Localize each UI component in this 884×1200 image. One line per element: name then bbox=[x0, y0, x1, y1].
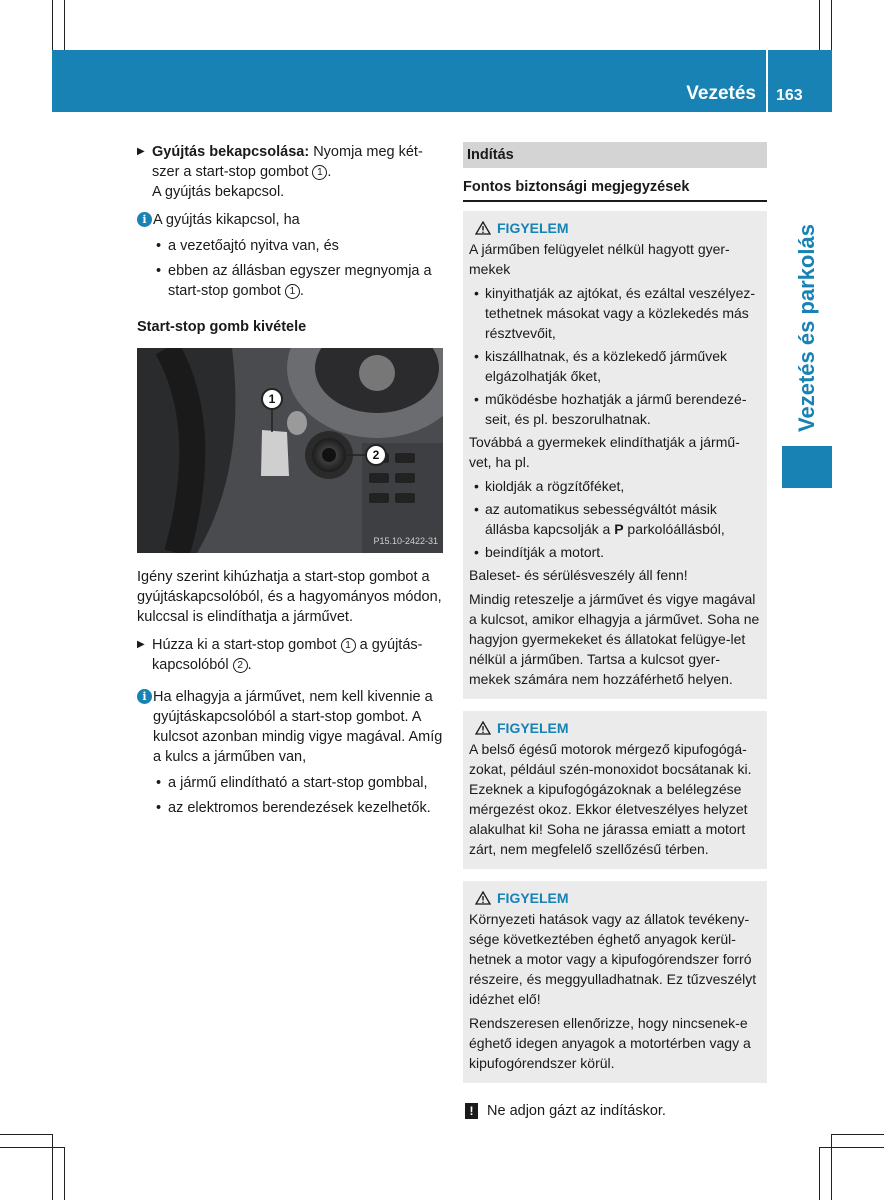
warning-title-text: FIGYELEM bbox=[497, 890, 569, 906]
list-item-text: működésbe hozhatják a jármű berendezé-seit, és pl. beszorulhatnak. bbox=[485, 391, 747, 427]
list-item-text: kinyithatják az ajtókat, és ezáltal veszélyez-tethetnek másokat vagy a közlekedés más résztvevőit, bbox=[485, 285, 756, 341]
crop-mark bbox=[64, 0, 65, 50]
crop-mark bbox=[52, 1134, 53, 1200]
page-number: 163 bbox=[776, 87, 803, 104]
warning-text: Továbbá a gyermekek elindíthatják a jármű-vet, ha pl. bbox=[469, 434, 740, 470]
list-item bbox=[137, 261, 445, 301]
info-note bbox=[137, 210, 445, 230]
warning-title bbox=[469, 218, 761, 238]
start-stop-photo bbox=[137, 348, 443, 553]
info-text: A gyújtás kikapcsol, ha bbox=[153, 212, 300, 228]
step-arrow-icon: ▶ bbox=[137, 639, 145, 650]
exclamation-icon: ! bbox=[465, 1103, 478, 1119]
warning-triangle-icon bbox=[475, 221, 491, 235]
side-tab-label: Vezetés és parkolás bbox=[794, 224, 819, 432]
step-ignition-on bbox=[137, 142, 445, 202]
list-item bbox=[469, 389, 761, 429]
list-item-text: az automatikus sebességváltót másik állásba kapcsolják a bbox=[485, 501, 717, 537]
warning-text: Környezeti hatások vagy az állatok tevékeny-sége következtében éghető anyagok kerül-hetnek a motor vagy a kipufogórendszer forró részeire, és meggyulladhatnak. Ez tűzveszélyt idézhet elő! bbox=[469, 911, 757, 1007]
header-title: Vezetés bbox=[686, 83, 756, 104]
caution-text: Ne adjon gázt az indításkor. bbox=[487, 1103, 666, 1119]
header-separator bbox=[766, 50, 768, 112]
crop-mark bbox=[831, 0, 832, 50]
list-item bbox=[469, 542, 761, 562]
step-label: Gyújtás bekapcsolása: bbox=[152, 144, 310, 160]
step-result: A gyújtás bekapcsol. bbox=[152, 184, 285, 200]
warning-box bbox=[463, 211, 767, 699]
warning-title bbox=[469, 718, 761, 738]
warning-text: Mindig reteszelje a járművet és vigye magával a kulcsot, amikor elhagyja a járművet. Soha ne hagyjon gyermekeket és állatokat felügye-let nélkül a járműben. Tartsa a kulcsot gyer-mekek számára nem hozzáférhető helyen. bbox=[469, 591, 760, 687]
list-item bbox=[137, 773, 445, 793]
list-item-text: a jármű elindítható a start-stop gombbal, bbox=[168, 775, 428, 791]
crop-mark bbox=[64, 1147, 65, 1200]
step-text: Nyomja meg két-szer a start-stop gombot bbox=[152, 144, 423, 180]
figure-code: P15.10-2422-31 bbox=[373, 536, 438, 546]
crop-mark bbox=[819, 0, 820, 50]
callout-ref-1: 1 bbox=[341, 638, 356, 653]
crop-mark bbox=[0, 1147, 64, 1148]
callout-ref-1: 1 bbox=[312, 165, 327, 180]
callout-ref-2: 2 bbox=[233, 658, 248, 673]
left-column bbox=[137, 142, 445, 823]
section-subheading: Start-stop gomb kivétele bbox=[137, 319, 307, 335]
callout-1: 1 bbox=[261, 388, 283, 410]
warning-title bbox=[469, 888, 761, 908]
caution-note bbox=[463, 1101, 767, 1121]
list-item-text: kioldják a rögzítőféket, bbox=[485, 478, 625, 494]
list-item bbox=[469, 283, 761, 343]
list-item bbox=[137, 798, 445, 818]
list-item-text: kiszállhatnak, és a közlekedő járművek elgázolhatják őket, bbox=[485, 348, 728, 384]
info-text: Ha elhagyja a járművet, nem kell kivennie a gyújtáskapcsolóból a start-stop gombot. A kulcsot azonban mindig vigye magával. Amíg a kulcs a járműben van, bbox=[153, 689, 443, 765]
warning-title-text: FIGYELEM bbox=[497, 720, 569, 736]
dashboard-illustration bbox=[137, 348, 443, 553]
warning-text: A belső égésű motorok mérgező kipufogógá-zokat, például szén-monoxidot bocsátanak ki. Ezeknek a kipufogógázoknak a belélegzése mérgezést okoz. Ekkor életveszélyes helyzet alakulhat ki! Soha ne járassa emiatt a motort zárt, nem megfelelő szellőzésű térben. bbox=[469, 741, 752, 857]
step-text: Húzza ki a start-stop gombot bbox=[152, 637, 341, 653]
list-item bbox=[469, 346, 761, 386]
side-tab-marker bbox=[782, 446, 832, 488]
warning-text: A járműben felügyelet nélkül hagyott gyer-mekek bbox=[469, 241, 730, 277]
warning-triangle-icon bbox=[475, 721, 491, 735]
crop-mark bbox=[52, 0, 53, 50]
list-item-text: beindítják a motort. bbox=[485, 544, 605, 560]
step-arrow-icon: ▶ bbox=[137, 146, 145, 157]
warning-box bbox=[463, 881, 767, 1083]
list-item-text: a vezetőajtó nyitva van, és bbox=[168, 238, 339, 254]
warning-title-text: FIGYELEM bbox=[497, 220, 569, 236]
warning-box bbox=[463, 711, 767, 869]
subsection-heading: Fontos biztonsági megjegyzések bbox=[463, 177, 767, 202]
crop-mark bbox=[831, 1134, 832, 1200]
step-text-end: . bbox=[247, 657, 252, 673]
warning-triangle-icon bbox=[475, 891, 491, 905]
crop-mark bbox=[832, 1134, 884, 1135]
info-icon: i bbox=[137, 689, 152, 704]
crop-mark bbox=[819, 1147, 820, 1200]
step-text: a gyújtás-kapcsolóból bbox=[152, 637, 423, 673]
warning-text: Rendszeresen ellenőrizze, hogy nincsenek-e éghető idegen anyagok a motortérben vagy a kipufogórendszer körül. bbox=[469, 1015, 751, 1071]
right-column bbox=[463, 142, 767, 1121]
list-item-text: az elektromos berendezések kezelhetők. bbox=[168, 800, 431, 816]
section-heading: Indítás bbox=[463, 142, 767, 168]
info-icon: i bbox=[137, 212, 152, 227]
callout-ref-1: 1 bbox=[285, 284, 300, 299]
step-remove-key bbox=[137, 635, 445, 675]
gear-position-label: P bbox=[614, 521, 624, 537]
step-text-end: . bbox=[327, 164, 332, 180]
list-item bbox=[137, 236, 445, 256]
paragraph: Igény szerint kihúzhatja a start-stop gombot a gyújtáskapcsolóból, és a hagyományos módon, kulccsal is elindíthatja a járművet. bbox=[137, 569, 442, 625]
list-item bbox=[469, 499, 761, 539]
crop-mark bbox=[0, 1134, 52, 1135]
info-note bbox=[137, 687, 445, 767]
list-item-text: ebben az állásban egyszer megnyomja a start-stop gombot bbox=[168, 263, 432, 299]
callout-2: 2 bbox=[365, 444, 387, 466]
list-item-text-end: parkolóállásból, bbox=[623, 521, 725, 537]
crop-mark bbox=[820, 1147, 884, 1148]
warning-text: Baleset- és sérülésveszély áll fenn! bbox=[469, 567, 688, 583]
list-item-text-end: . bbox=[299, 283, 304, 299]
list-item bbox=[469, 476, 761, 496]
